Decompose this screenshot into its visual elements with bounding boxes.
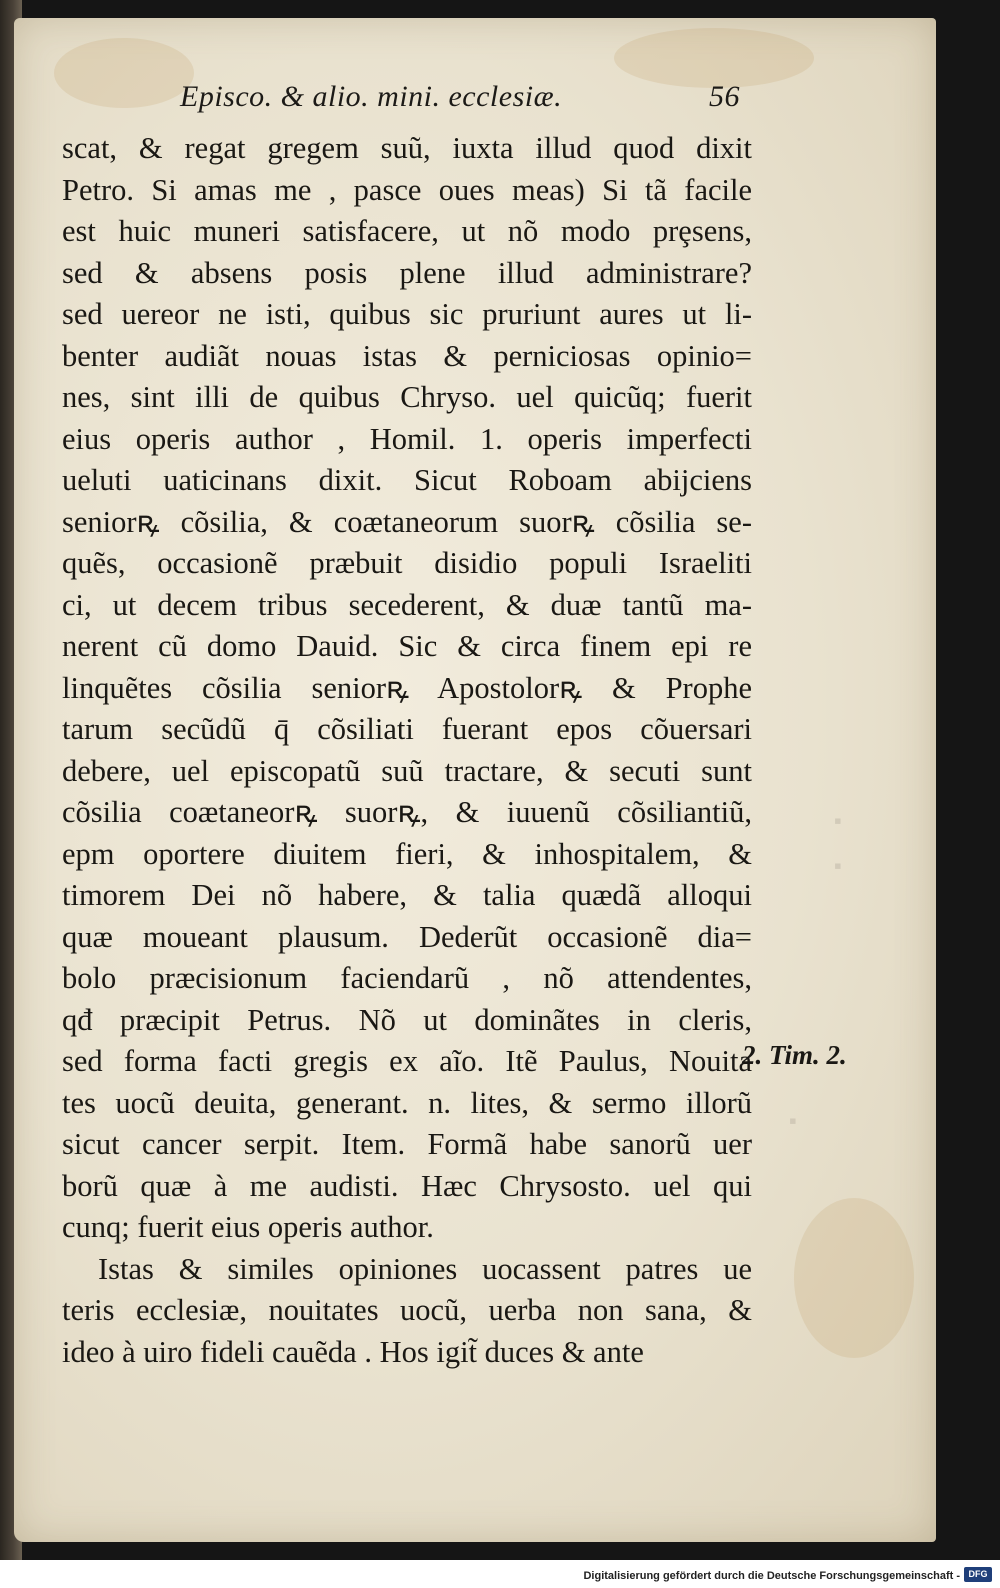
text-line: timorem Dei nõ habere, & talia quædã alloqui <box>62 878 752 912</box>
text-line: sed forma facti gregis ex aĩo. Itẽ Paulus, Nouita <box>62 1044 752 1078</box>
text-line: seniorꝶ cõsilia, & coætaneorum suorꝶ cõsilia se- <box>62 504 752 539</box>
folio-number: 56 <box>709 80 740 113</box>
text-line: sicut cancer serpit. Item. Formã habe sanorũ uer <box>62 1127 752 1161</box>
dfg-logo: DFG <box>964 1567 992 1582</box>
text-line: tarum secũdũ q̄ cõsiliati fuerant epos cõuersari <box>62 712 752 746</box>
text-line: cõsilia coætaneorꝶ suorꝶ, & iuuenũ cõsiliantiũ, <box>62 795 752 829</box>
text-line: tes uocũ deuita, generant. n. lites, & sermo illorũ <box>62 1085 752 1120</box>
body-text <box>62 128 752 1373</box>
text-line: ueluti uaticinans dixit. Sicut Roboam abijciens <box>62 463 752 497</box>
text-line: benter audiãt nouas istas & perniciosas opinio= <box>62 338 752 373</box>
text-line: bolo præcisionum faciendarũ , nõ attendentes, <box>62 961 752 995</box>
paper-stain <box>614 28 814 88</box>
text-line: quæ moueant plausum. Dederũt occasionẽ dia= <box>62 919 752 954</box>
show-through-text: ▪ <box>834 853 842 878</box>
text-line: nerent cũ domo Dauid. Sic & circa finem epi re <box>62 629 752 663</box>
text-line: ideo à uiro fideli cauẽda . Hos igit̃ duces & ante <box>62 1334 644 1369</box>
text-line: linquẽtes cõsilia seniorꝶ Apostolorꝶ & Prophe <box>62 670 752 705</box>
footer-bar <box>0 1560 1000 1588</box>
paper-stain <box>794 1198 914 1358</box>
text-line: sed & absens posis plene illud administrare? <box>62 255 752 290</box>
text-line: sed uereor ne isti, quibus sic pruriunt aures ut li- <box>62 297 752 331</box>
paper-stain <box>54 38 194 108</box>
funding-credit: Digitalisierung gefördert durch die Deutsche Forschungsgemeinschaft - <box>583 1570 960 1582</box>
margin-note: 2. Tim. 2. <box>742 1040 847 1070</box>
text-line: eius operis author , Homil. 1. operis imperfecti <box>62 421 752 456</box>
text-line: borũ quæ à me audisti. Hæc Chrysosto. uel qui <box>62 1168 752 1203</box>
text-line: Petro. Si amas me , pasce oues meas) Si tã facile <box>62 172 752 207</box>
show-through-text: ▪ <box>834 808 842 833</box>
text-line: ci, ut decem tribus secederent, & duæ tantũ ma- <box>62 587 752 622</box>
text-line: cunq; fuerit eius operis author. <box>62 1210 434 1244</box>
running-title: Episco. & alio. mini. ecclesiæ. <box>180 80 563 113</box>
show-through-text: ▪ <box>789 1108 797 1133</box>
text-line: nes, sint illi de quibus Chryso. uel quicũq; fuerit <box>62 380 752 414</box>
text-line: scat, & regat gregem suũ, iuxta illud quod dixit <box>62 131 752 165</box>
text-line: qđ præcipit Petrus. Nõ ut dominãtes in cleris, <box>62 1002 752 1037</box>
running-header <box>180 80 740 114</box>
text-line: est huic muneri satisfacere, ut nõ modo prȩsens, <box>62 214 752 248</box>
text-line: debere, uel episcopatũ suũ tractare, & secuti sunt <box>62 753 752 788</box>
text-line: teris ecclesiæ, nouitates uocũ, uerba non sana, & <box>62 1293 752 1327</box>
text-line: Istas & similes opiniones uocassent patres ue <box>98 1251 752 1286</box>
text-line: quẽs, occasionẽ præbuit disidio populi Israeliti <box>62 546 752 580</box>
text-line: epm oportere diuitem fieri, & inhospitalem, & <box>62 836 752 871</box>
